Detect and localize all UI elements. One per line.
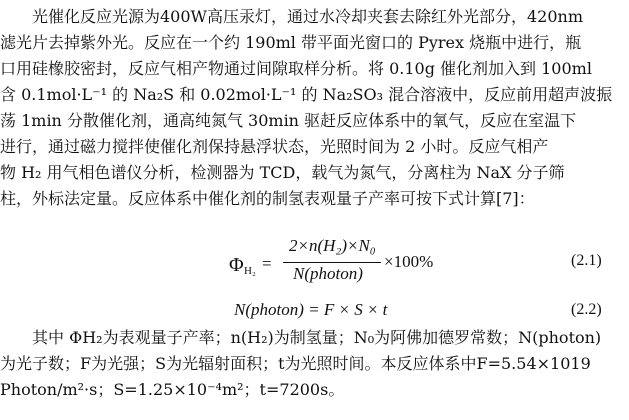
text-line: 口用硅橡胶密封，反应气相产物通过间隙取样分析。将 0.10g 催化剂加入到 100ml (0, 59, 592, 78)
text-line: 其中 ΦH₂为表观量子产率；n(H₂)为制氢量；N₀为阿佛加德罗常数；N(photon) (0, 328, 602, 347)
equation-numerator: 2×n(H₂)×N₀ (289, 236, 376, 255)
text-line: 物 H₂ 用气相色谱仪分析，检测器为 TCD，载气为氮气，分离柱为 NaX 分子筛 (0, 163, 565, 182)
text-line: 柱，外标法定量。反应体系中催化剂的制氢表观量子产率可按下式计算[7]： (0, 189, 535, 208)
text-line: 荡 1min 分散催化剂，通高纯氮气 30min 驱赶反应体系中的氧气，反应在室温下 (0, 111, 577, 130)
text-line: 进行，通过磁力搅拌使催化剂保持悬浮状态，光照时间为 2 小时。反应气相产 (0, 137, 549, 156)
text-line: Photon/m²·s；S=1.25×10⁻⁴m²；t=7200s。 (0, 380, 345, 399)
equation-lhs: Φ (229, 254, 244, 276)
text-line: 光催化反应光源为400W高压汞灯，通过水冷却夹套去除红外光部分，420nm (0, 7, 584, 26)
equation-number: (2.2) (571, 301, 602, 318)
equation-denominator: N(photon) (293, 264, 363, 283)
text-line: 为光子数；F为光强；S为光辐射面积；t为光照时间。本反应体系中F=5.54×1019 (0, 354, 591, 373)
equation-text: N(photon) = F × S × t (234, 300, 388, 319)
equation-lhs-subscript: H₂ (244, 265, 256, 277)
equation-equals: = (262, 254, 272, 273)
text-line: 滤光片去掉紫外光。反应在一个约 190ml 带平面光窗口的 Pyrex 烧瓶中进行，瓶 (0, 33, 582, 52)
text-line: 含 0.1mol·L⁻¹ 的 Na₂S 和 0.02mol·L⁻¹ 的 Na₂SO₃ 混合溶液中，反应前用超声波振 (0, 85, 613, 104)
equation-tail: ×100% (384, 252, 434, 271)
equation-number: (2.1) (571, 252, 602, 269)
fraction-bar (283, 262, 381, 263)
